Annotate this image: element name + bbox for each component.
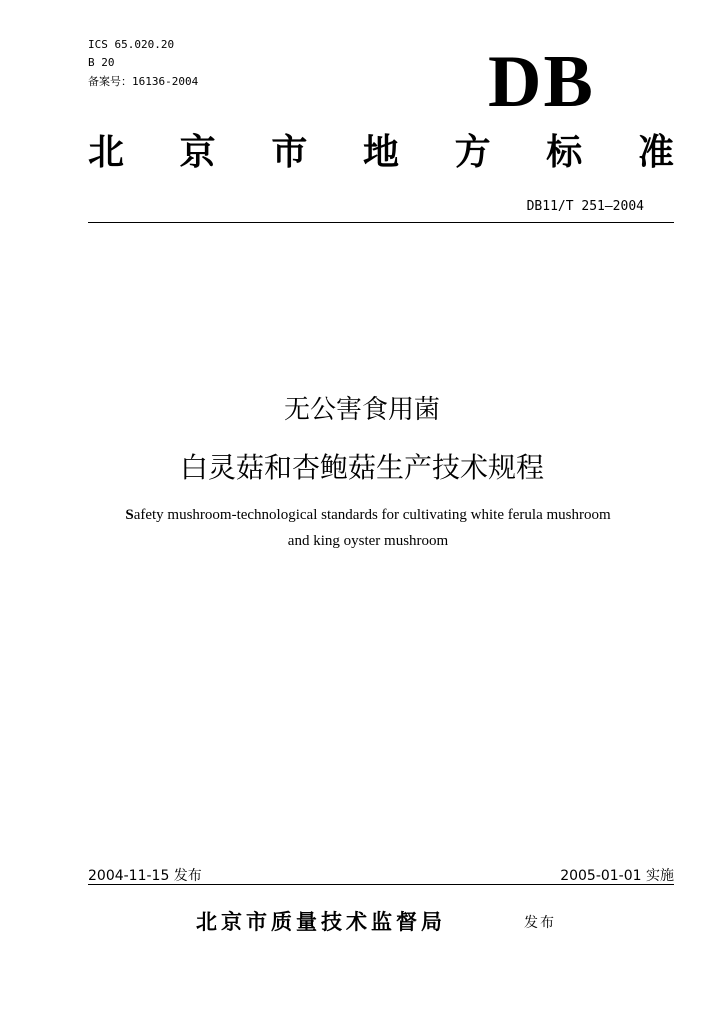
implementation-date: 2005-01-01 实施	[560, 868, 674, 884]
standard-type-char: 北	[88, 132, 125, 173]
record-number: 备案号：16136-2004	[88, 75, 199, 88]
english-title	[80, 502, 656, 554]
english-title-line2: and king oyster mushroom	[287, 533, 449, 549]
standard-type-char: 京	[179, 132, 216, 173]
standard-type-char: 方	[454, 132, 491, 173]
english-title-initial: S	[125, 507, 134, 523]
standard-type-char: 准	[637, 132, 674, 173]
english-title-line1: afety mushroom-technological standards for cultivating white ferula mushroom	[133, 507, 611, 523]
classification-code: B 20	[88, 56, 115, 69]
ics-code: ICS 65.020.20	[88, 38, 175, 51]
standard-code: DB11/T 251—2004	[526, 199, 644, 214]
header-divider	[88, 222, 674, 223]
standard-type-char: 市	[271, 132, 308, 173]
issue-date: 2004-11-15 发布	[88, 868, 202, 884]
issuing-authority: 北京市质量技术监督局	[196, 910, 446, 934]
db-logo: DB	[488, 41, 595, 123]
document-title-line1: 无公害食用菌	[283, 395, 440, 425]
standard-type-char: 标	[546, 132, 583, 173]
standard-type-char: 地	[362, 132, 399, 173]
document-title-line2: 白灵菇和杏鲍菇生产技术规程	[179, 451, 544, 484]
standard-type-title	[88, 132, 674, 174]
footer-divider	[88, 884, 674, 885]
issuing-authority-suffix: 发布	[524, 915, 556, 931]
